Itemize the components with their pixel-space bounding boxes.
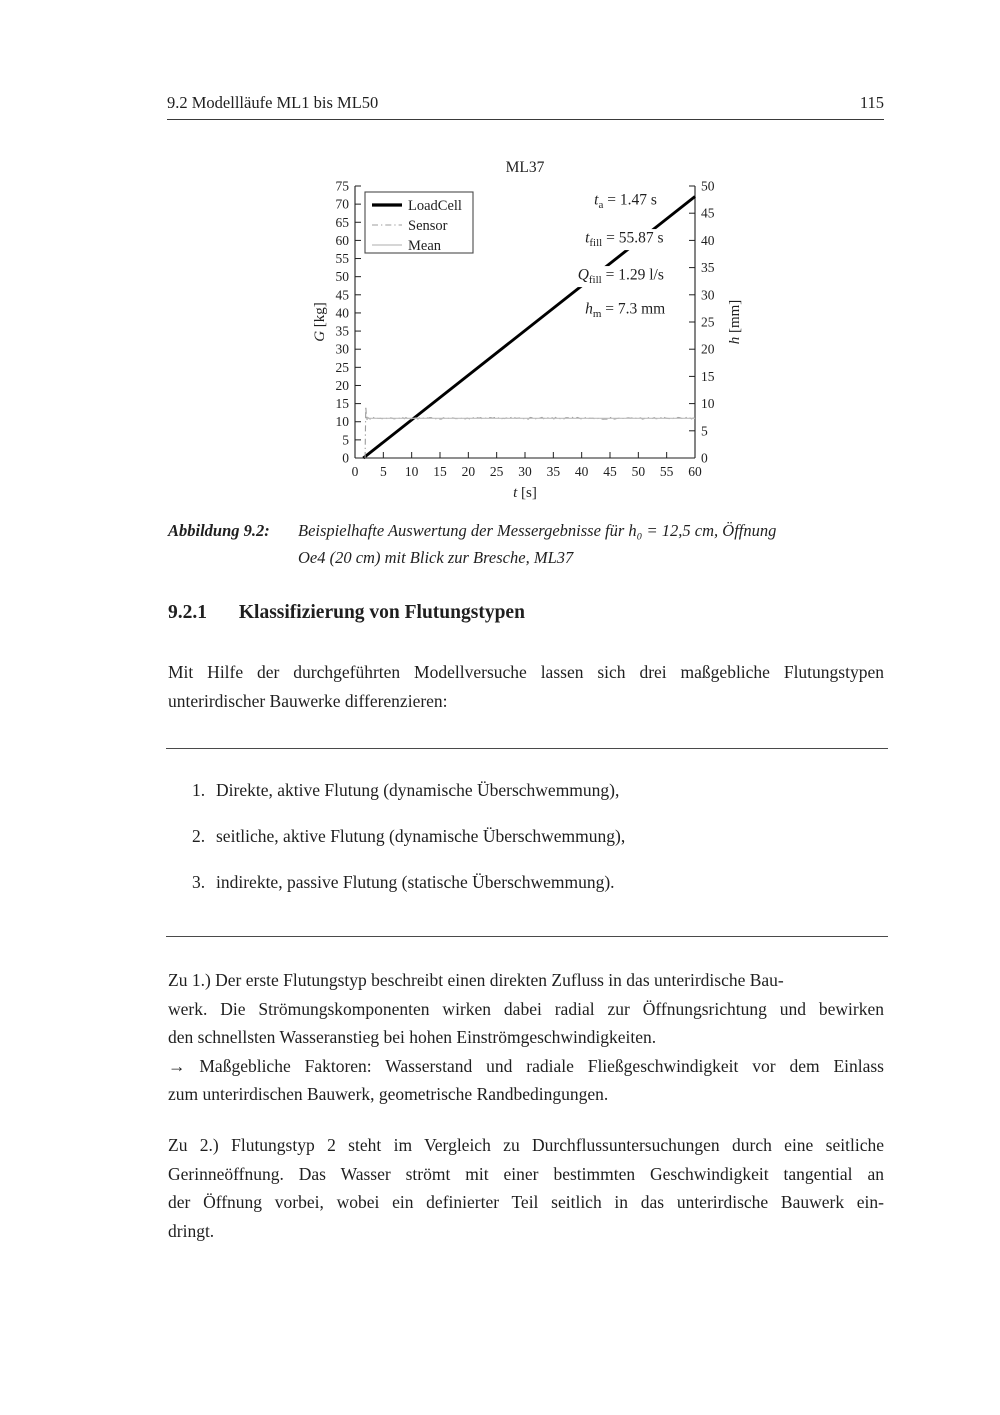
series-sensor bbox=[365, 406, 695, 458]
svg-text:70: 70 bbox=[335, 196, 349, 212]
svg-text:35: 35 bbox=[701, 260, 715, 276]
separator-rule-top bbox=[166, 748, 888, 749]
text-line: Gerinneöffnung. Das Wasser strömt mit einer bestimmten Geschwindigkeit tangential an bbox=[168, 1163, 884, 1184]
svg-text:G [kg]: G [kg] bbox=[312, 302, 328, 342]
text-line: unterirdischer Bauwerke differenzieren: bbox=[168, 690, 448, 711]
caption-label: Abbildung 9.2: bbox=[168, 521, 270, 540]
list-item-text: seitliche, aktive Flutung (dynamische Überschwemmung), bbox=[216, 826, 626, 846]
text-line: Mit Hilfe der durchgeführten Modellversuche lassen sich drei maßgebliche Flutungstypen bbox=[168, 662, 884, 682]
svg-text:ta = 1.47 s: $t_a = 1.47$ s bbox=[594, 191, 657, 211]
list-item-text: indirekte, passive Flutung (statische Überschwemmung). bbox=[216, 872, 615, 892]
svg-text:5: 5 bbox=[379, 464, 387, 479]
right-axis-label bbox=[727, 300, 743, 345]
text-line: Oe4 (20 cm) mit Blick zur Bresche, ML37 bbox=[298, 547, 574, 567]
svg-text:20: 20 bbox=[335, 377, 349, 393]
svg-text:50: 50 bbox=[335, 269, 349, 285]
svg-text:hm = 7.3 mm: $h_m = 7.3$ mm bbox=[585, 300, 666, 320]
svg-text:35: 35 bbox=[335, 323, 349, 339]
list-item bbox=[168, 822, 884, 850]
svg-text:25: 25 bbox=[701, 314, 715, 330]
text-line: Beispielhafte Auswertung der Messergebnisse für h₀ = 12,5 cm, Öffnung bbox=[298, 521, 777, 540]
list-item-number: 3. bbox=[192, 872, 206, 892]
chart-title: ML37 bbox=[505, 159, 545, 176]
svg-text:10: 10 bbox=[335, 414, 349, 430]
svg-text:40: 40 bbox=[574, 464, 589, 479]
svg-text:tfill = 55.87 s: $t_{fill} = 55.87$ s bbox=[585, 229, 664, 250]
text-line: dringt. bbox=[168, 1220, 215, 1241]
svg-text:t [s]: t [s] bbox=[513, 485, 537, 501]
svg-text:45: 45 bbox=[603, 464, 617, 479]
svg-text:75: 75 bbox=[335, 178, 349, 194]
heading-title: Klassifizierung von Flutungstypen bbox=[238, 602, 525, 623]
svg-text:h [mm]: h [mm] bbox=[727, 299, 743, 345]
caption-text bbox=[298, 518, 884, 571]
svg-text:10: 10 bbox=[701, 396, 715, 412]
svg-text:65: 65 bbox=[335, 214, 349, 230]
text-line: → Maßgebliche Faktoren: Wasserstand und radiale Fließgeschwindigkeit vor dem Einlass bbox=[168, 1055, 884, 1076]
paragraph-zu1 bbox=[168, 966, 884, 1109]
figure-caption bbox=[168, 518, 884, 571]
paragraph-zu2 bbox=[168, 1131, 884, 1245]
annotation-h-m bbox=[582, 300, 668, 321]
svg-text:50: 50 bbox=[631, 464, 646, 479]
list-item-text: Direkte, aktive Flutung (dynamische Überschwemmung), bbox=[216, 780, 620, 800]
svg-text:25: 25 bbox=[489, 464, 504, 479]
figure-chart bbox=[303, 156, 758, 506]
intro-paragraph bbox=[168, 658, 884, 715]
running-section-title: 9.2 Modellläufe ML1 bis ML50 bbox=[167, 93, 379, 112]
svg-text:30: 30 bbox=[701, 287, 715, 303]
separator-rule-bottom bbox=[166, 936, 888, 937]
chart-legend bbox=[365, 192, 473, 254]
x-axis-label bbox=[513, 485, 537, 501]
svg-text:30: 30 bbox=[518, 464, 532, 479]
svg-text:30: 30 bbox=[335, 341, 349, 357]
svg-text:35: 35 bbox=[546, 464, 561, 479]
svg-text:60: 60 bbox=[335, 232, 349, 248]
text-line: Zu 2.) Flutungstyp 2 steht im Vergleich zu Durchflussuntersuchungen durch eine seitliche bbox=[168, 1135, 884, 1155]
text-line: den schnellsten Wasseranstieg bei hohen Einströmgeschwindigkeiten. bbox=[168, 1027, 657, 1048]
svg-text:20: 20 bbox=[701, 341, 715, 357]
svg-text:5: 5 bbox=[701, 423, 708, 439]
text-line: der Öffnung vorbei, wobei ein definierter Teil seitlich in das unterirdische Bauwerk ein- bbox=[168, 1192, 884, 1213]
annotation-Q-fill bbox=[575, 266, 667, 287]
heading-number: 9.2.1 bbox=[168, 602, 207, 623]
svg-text:55: 55 bbox=[659, 464, 674, 479]
svg-text:15: 15 bbox=[433, 464, 447, 479]
svg-text:0: 0 bbox=[342, 450, 349, 466]
svg-text:15: 15 bbox=[335, 396, 349, 412]
text-line: Zu 1.) Der erste Flutungstyp beschreibt einen direkten Zufluss in das unterirdische Bau- bbox=[168, 970, 784, 990]
section-heading bbox=[168, 601, 884, 625]
svg-text:15: 15 bbox=[701, 368, 715, 384]
legend-label-sensor: Sensor bbox=[408, 218, 448, 234]
svg-text:0: 0 bbox=[351, 464, 359, 479]
svg-text:50: 50 bbox=[701, 178, 715, 194]
left-axis-label bbox=[312, 302, 328, 342]
svg-text:55: 55 bbox=[335, 251, 349, 267]
svg-text:45: 45 bbox=[701, 205, 715, 221]
page-header bbox=[167, 94, 884, 120]
legend-label-mean: Mean bbox=[408, 238, 442, 254]
svg-text:10: 10 bbox=[404, 464, 419, 479]
measurement-chart bbox=[303, 156, 758, 506]
svg-text:40: 40 bbox=[335, 305, 349, 321]
list-item bbox=[168, 868, 884, 896]
annotation-t-a bbox=[591, 191, 660, 212]
svg-text:0: 0 bbox=[701, 450, 708, 466]
page-number: 115 bbox=[859, 93, 884, 112]
text-line: zum unterirdischen Bauwerk, geometrische Randbedingungen. bbox=[168, 1084, 609, 1105]
svg-text:60: 60 bbox=[688, 464, 702, 479]
flooding-type-list bbox=[168, 776, 884, 914]
annotation-t-fill bbox=[582, 229, 666, 250]
svg-text:5: 5 bbox=[342, 432, 349, 448]
legend-label-loadcell: LoadCell bbox=[408, 198, 462, 214]
svg-text:40: 40 bbox=[701, 232, 715, 248]
list-item bbox=[168, 776, 884, 804]
text-line: werk. Die Strömungskomponenten wirken dabei radial zur Öffnungsrichtung und bewirken bbox=[168, 998, 884, 1019]
svg-text:45: 45 bbox=[335, 287, 349, 303]
list-item-number: 2. bbox=[192, 826, 206, 846]
svg-text:Qfill = 1.29 l/s: $Q_{fill} = 1.29$ l/s bbox=[577, 266, 664, 287]
svg-text:20: 20 bbox=[461, 464, 476, 479]
svg-text:25: 25 bbox=[335, 359, 349, 375]
list-item-number: 1. bbox=[192, 780, 206, 800]
